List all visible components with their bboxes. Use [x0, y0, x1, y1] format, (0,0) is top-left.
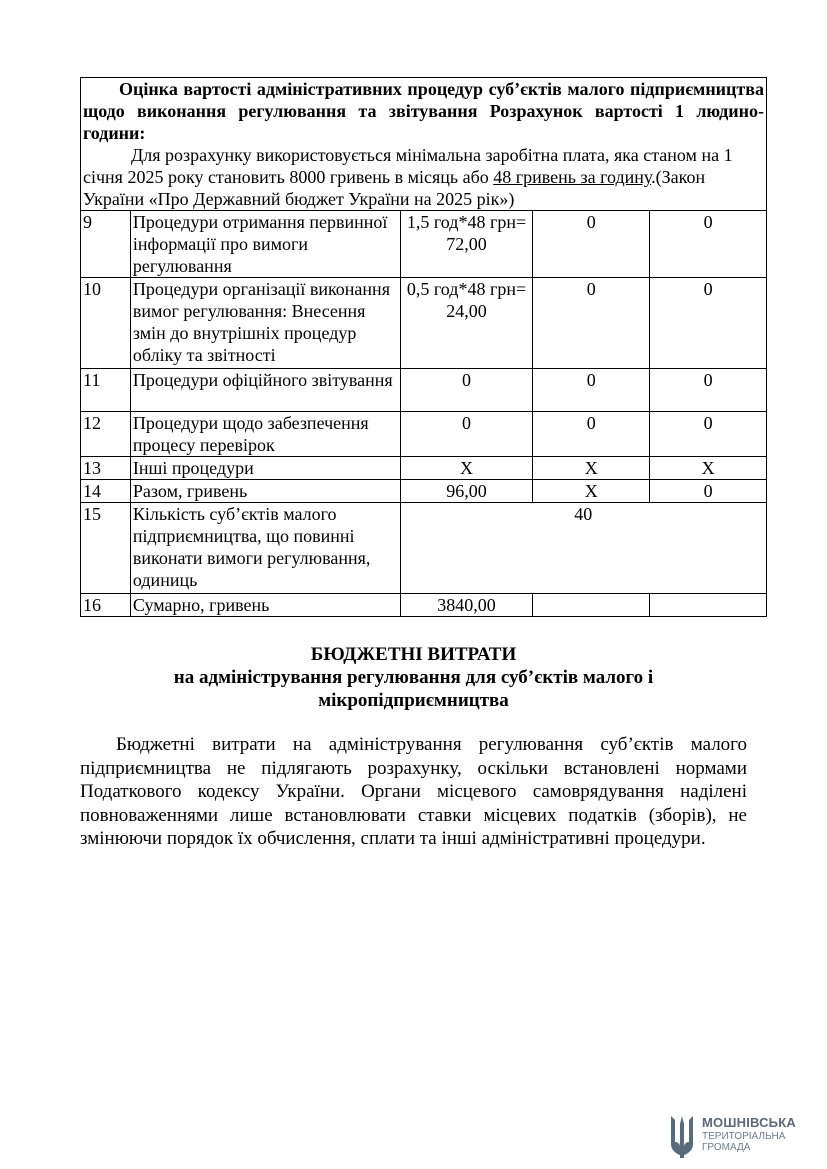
row-number: 14: [81, 480, 131, 503]
row-number: 13: [81, 457, 131, 480]
row-name: Інші процедури: [130, 457, 400, 480]
row-name: Процедури офіційного звітування: [130, 369, 400, 412]
row-value-1: 0,5 год*48 грн= 24,00: [400, 278, 533, 369]
table-row: [81, 412, 767, 457]
table-row: [81, 457, 767, 480]
row-name: Разом, гривень: [130, 480, 400, 503]
row-number: 10: [81, 278, 131, 369]
budget-paragraph: Бюджетні витрати на адміністрування регулювання суб’єктів малого підприємництва не підлягають розрахунку, оскільки встановлені нормами Податкового кодексу України. Органи місцевого самоврядування наділені повноваженнями лише встановлювати ставки місцевих податків (зборів), не змінюючи порядок їх обчислення, сплати та інші адміністративні процедури.: [80, 734, 747, 849]
row-value-1: 96,00: [400, 480, 533, 503]
row-value-2: 0: [533, 278, 650, 369]
row-value-2: [533, 594, 650, 617]
row-value-3: 0: [650, 480, 767, 503]
row-number: 11: [81, 369, 131, 412]
logo-title: МОШНІВСЬКА: [702, 1115, 796, 1130]
table-header-row: [81, 78, 767, 211]
table-row: [81, 503, 767, 594]
section-subtitle-2: мікропідприємництва: [318, 690, 509, 711]
row-value-2: 0: [533, 211, 650, 278]
header-bold-text: Оцінка вартості адміністративних процедур суб’єктів малого підприємництва щодо виконання регулювання та звітування Розрахунок вартості 1 людино-години:: [83, 79, 764, 143]
cost-table: [80, 77, 767, 617]
row-name: Кількість суб’єктів малого підприємництва, що повинні виконати вимоги регулювання, одиниць: [130, 503, 400, 594]
row-name: Процедури організації виконання вимог регулювання: Внесення змін до внутрішніх процедур обліку та звітності: [130, 278, 400, 369]
row-value-2: 0: [533, 369, 650, 412]
header-wage-text: Для розрахунку використовується мінімальна заробітна плата, яка станом на 1 січня 2025 року становить 8000 гривень в місяць або 48 гривень за годину.(Закон України «Про Державний бюджет України на 2025 рік»): [83, 145, 733, 209]
row-merged-value: 40: [400, 503, 766, 594]
row-value-1: Х: [400, 457, 533, 480]
row-value-1: 3840,00: [400, 594, 533, 617]
table-row: [81, 369, 767, 412]
row-value-2: Х: [533, 457, 650, 480]
hourly-rate-underlined: 48 гривень за годину: [493, 167, 652, 187]
row-value-3: Х: [650, 457, 767, 480]
table-row: [81, 211, 767, 278]
table-row: [81, 480, 767, 503]
section-subtitle: на адміністрування регулювання для суб’єктів малого і: [173, 667, 654, 688]
row-value-3: [650, 594, 767, 617]
row-value-1: 1,5 год*48 грн= 72,00: [400, 211, 533, 278]
row-value-3: 0: [650, 211, 767, 278]
row-value-1: 0: [400, 369, 533, 412]
logo-subtitle: ТЕРИТОРІАЛЬНА ГРОМАДА: [702, 1131, 786, 1153]
row-name: Процедури щодо забезпечення процесу перевірок: [130, 412, 400, 457]
row-number: 12: [81, 412, 131, 457]
community-logo: [667, 1110, 817, 1160]
table-row: [81, 278, 767, 369]
row-value-3: 0: [650, 278, 767, 369]
row-value-1: 0: [400, 412, 533, 457]
row-number: 15: [81, 503, 131, 594]
row-name: Процедури отримання первинної інформації про вимоги регулювання: [130, 211, 400, 278]
row-name: Сумарно, гривень: [130, 594, 400, 617]
row-value-3: 0: [650, 412, 767, 457]
trident-icon: [667, 1112, 697, 1160]
row-value-2: 0: [533, 412, 650, 457]
row-number: 9: [81, 211, 131, 278]
row-value-2: Х: [533, 480, 650, 503]
table-row: [81, 594, 767, 617]
table-header-cell: [81, 78, 767, 211]
row-value-3: 0: [650, 369, 767, 412]
row-number: 16: [81, 594, 131, 617]
section-title: БЮДЖЕТНІ ВИТРАТИ: [310, 644, 517, 665]
